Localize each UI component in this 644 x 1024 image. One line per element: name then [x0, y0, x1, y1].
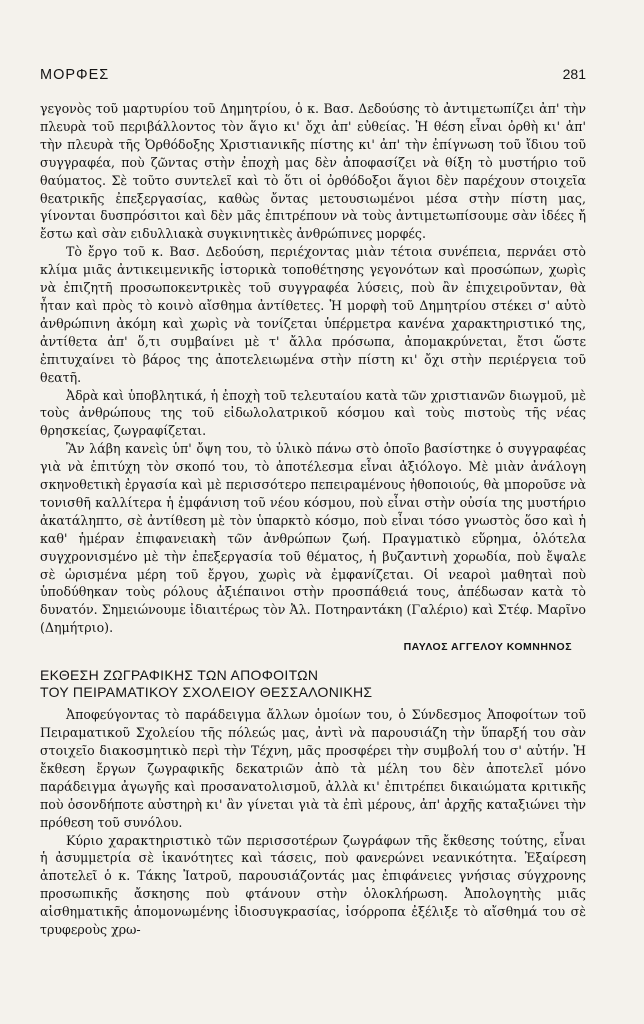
paragraph: Κύριο χαρακτηριστικὸ τῶν περισσοτέρων ζωγράφων τῆς ἔκθεσης τούτης, εἶναι ἡ ἀσυμμετρία σὲ ἱκανότητες καὶ τάσεις, ποὺ φανερώνει νεανικότητα. Ἐξαίρεση ἀποτελεῖ ὁ κ. Τάκης Ἰατροῦ, παρουσιάζοντάς μας ἐπιφάνειες γνήσιας σύγχρονης προσωπικῆς ἄσκησης ποὺ φτάνουν στὴν ὁλοκλήρωση. Ἀπολογητὴς μιᾶς αἰσθηματικῆς ἀπομονωμένης ἰδιοσυγκρασίας, ἰσόρροπα ἐξέλιξε τὸ αἴσθημά του σὲ τρυφεροὺς χρω-	[40, 832, 586, 938]
section-title-line: ΤΟΥ ΠΕΙΡΑΜΑΤΙΚΟΥ ΣΧΟΛΕΙΟΥ ΘΕΣΣΑΛΟΝΙΚΗΣ	[40, 684, 373, 701]
paragraph: Τὸ ἔργο τοῦ κ. Βασ. Δεδούση, περιέχοντας μιὰν τέτοια συνέπεια, περνάει στὸ κλίμα μιᾶς ἀντικειμενικῆς ἱστορικὰ τοποθέτησης γεγονότων καὶ προσώπων, χωρὶς νὰ ἐπιζητῆ προσωποκεντρικὲς τοῦ συγγραφέα λύσεις, ποὺ ἂν ἐπιχειροῦνταν, θὰ ἦταν καὶ πρὸς τὸ κοινὸ αἴσθημα ἀντίθετες. Ἡ μορφὴ τοῦ Δημητρίου στέκει σ' αὐτὸ ἀνθρώπινη ἀκόμη καὶ χωρὶς νὰ τονίζεται ὑπέρμετρα κανένα χαρακτηριστικό της, ἀντίθετα ἀπ' ὅ,τι συμβαίνει μὲ τ' ἄλλα πρόσωπα, ἀπομακρύνεται, ἔτσι ὥστε ἐπιτυχαίνει τὸ βάρος της ἀποτελειωμένα στὴν πίστη κι' ὄχι στὴν περιέργεια τοῦ θεατῆ.	[40, 244, 586, 385]
page-body	[40, 100, 586, 939]
section-title	[40, 667, 586, 701]
paragraph: Ἂν λάβη κανεὶς ὑπ' ὄψη του, τὸ ὑλικὸ πάνω στὸ ὁποῖο βασίστηκε ὁ συγγραφέας γιὰ νὰ ἐπιτύχη τὸν σκοπό του, τὸ ἀποτέλεσμα εἶναι ἀξιόλογο. Μὲ μιὰν ἀνάλογη σκηνοθετικὴ ἐργασία καὶ μὲ περισσότερο πεπειραμένους ἠθοποιούς, θὰ μποροῦσε νὰ τονισθῆ καλλίτερα ἡ ἐμφάνιση τοῦ νέου κόσμου, ποὺ εἶναι στὴν οὐσία της μυστήριο ἀκατάληπτο, σὲ ἀντίθεση μὲ τὸν ὑπαρκτὸ κόσμο, ποὺ εἶναι τόσο γνωστὸς ὅσο καὶ ἡ καθ' ἡμέραν ἐπιφανειακὴ τῶν ἀνθρώπων ζωή. Πραγματικὸ εὕρημα, ὁλότελα συγχρονισμένο μὲ τὴν ἐπεξεργασία τοῦ θέματος, ἡ βυζαντινὴ χορωδία, ποὺ ἔψαλε σὲ ὡρισμένα μέρη τοῦ ἔργου, χωρὶς νὰ ἐμφανίζεται. Οἱ νεαροὶ μαθηταὶ ποὺ ὑποδύθηκαν τοὺς ρόλους ἀξιέπαινοι στὴν προσπάθειά τους, ἀπέδωσαν κατὰ τὸ δυνατόν. Σημειώνουμε ἰδιαιτέρως τὸν Ἀλ. Ποτηραντάκη (Γαλέριο) καὶ Στέφ. Μαρῖνο (Δημήτριο).	[40, 441, 586, 636]
page-header	[40, 66, 586, 83]
paragraph: Ἀποφεύγοντας τὸ παράδειγμα ἄλλων ὁμοίων του, ὁ Σύνδεσμος Ἀποφοίτων τοῦ Πειραματικοῦ Σχολείου τῆς πόλεώς μας, ἀντὶ νὰ παρουσιάζη τὴν ὕπαρξή του σὰν στοιχεῖο διακοσμητικὸ περὶ τὴν Τέχνη, μᾶς προσφέρει τὴν συμβολή του σ' αὐτήν. Ἡ ἔκθεση ἔργων ζωγραφικῆς δεκατριῶν ἀπὸ τὰ μέλη του δὲν ἀποτελεῖ μόνο παράδειγμα ἀγωγῆς καὶ προσανατολισμοῦ, ἀλλὰ κι' ἐπιτρέπει δικαιώματα κριτικῆς ποὺ ὁσονδήποτε αὐστηρὴ κι' ἂν γίνεται γιὰ τὰ ἐπὶ μέρους, ἀπ' ἀρχῆς καταξιώνει τὴν πρόθεση τοῦ συνόλου.	[40, 707, 586, 830]
running-head: ΜΟΡΦΕΣ	[40, 67, 110, 83]
page-number: 281	[562, 66, 586, 82]
paragraph: γεγονὸς τοῦ μαρτυρίου τοῦ Δημητρίου, ὁ κ. Βασ. Δεδούσης τὸ ἀντιμετωπίζει ἀπ' τὴν πλευρὰ τοῦ περιβάλλοντος τὸν ἅγιο κι' ὄχι ἀπ' εὐθείας. Ἡ θέση εἶναι ὀρθὴ κι' ἀπ' τὴν πλευρὰ τῆς Ὀρθόδοξης Χριστιανικῆς πίστης κι' ἀπ' τὴν ἐπίγνωση τοῦ ἴδιου τοῦ συγγραφέα, ποὺ ζῶντας στὴν ἐποχὴ μας δὲν ἀποφασίζει νὰ θίξη τὸ μυστήριο τοῦ θαύματος. Σὲ τοῦτο συντελεῖ καὶ τὸ ὅτι οἱ ὀρθόδοξοι ἅγιοι δὲν παρέχουν στοιχεῖα θεατρικῆς ἐπεξεργασίας, καθὼς ὄντας μετουσιωμένοι μέσα στὴν πίστη μας, γίνονται δυσπρόσιτοι καὶ δὲν μᾶς ἐπιτρέπουν νὰ τοὺς ἀντιμετωπίσουμε σὰν ἰδέες ἤ ἔστω καὶ σὰν ειδυλλιακὰ συγκινητικὲς ἀνθρώπινες μορφές.	[40, 101, 586, 242]
section-title-line: ΕΚΘΕΣΗ ΖΩΓΡΑΦΙΚΗΣ ΤΩΝ ΑΠΟΦΟΙΤΩΝ	[40, 667, 319, 684]
author-signature: ΠΑΥΛΟΣ ΑΓΓΕΛΟΥ ΚΟΜΝΗΝΟΣ	[403, 641, 572, 654]
paragraph: Ἀδρὰ καὶ ὑποβλητικά, ἡ ἐποχὴ τοῦ τελευταίου κατὰ τῶν χριστιανῶν διωγμοῦ, μὲ τοὺς ἀνθρώπους της τοῦ εἰδωλολατρικοῦ κόσμου καὶ τοὺς πιστοὺς τῆς νέας θρησκείας, ζωγραφίζεται.	[40, 387, 586, 439]
